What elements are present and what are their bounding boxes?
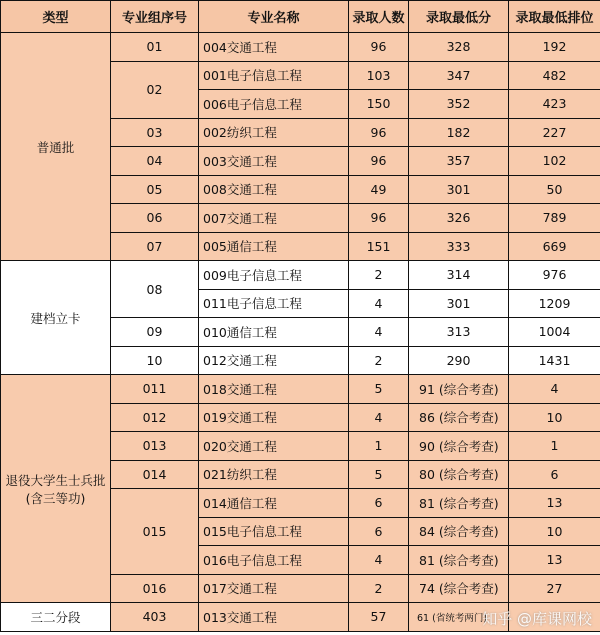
group-cell: 012 (111, 403, 199, 432)
major-cell: 004交通工程 (199, 33, 349, 62)
count-cell: 4 (349, 403, 409, 432)
major-cell: 017交通工程 (199, 574, 349, 603)
group-cell: 013 (111, 432, 199, 461)
watermark: 知乎 @库课网校 (482, 610, 592, 628)
group-cell: 01 (111, 33, 199, 62)
min-score-cell: 90 (综合考查) (409, 432, 509, 461)
header-row (1, 1, 600, 33)
category-label-line1: 退役大学生士兵批 (5, 472, 106, 488)
category-cell: 三二分段 (1, 603, 111, 632)
min-rank-cell: 50 (509, 175, 600, 204)
min-rank-cell: 4 (509, 375, 600, 404)
group-cell: 014 (111, 460, 199, 489)
major-cell: 013交通工程 (199, 603, 349, 632)
group-cell: 07 (111, 232, 199, 261)
category-cell (1, 375, 111, 603)
min-score-cell: 61 (省统考两门) (409, 603, 509, 632)
major-cell: 021纺织工程 (199, 460, 349, 489)
min-score-cell: 80 (综合考查) (409, 460, 509, 489)
min-rank-cell: 102 (509, 147, 600, 176)
min-rank-cell: 669 (509, 232, 600, 261)
group-cell: 09 (111, 318, 199, 347)
min-rank-cell: 13 (509, 546, 600, 575)
group-cell: 403 (111, 603, 199, 632)
count-cell: 151 (349, 232, 409, 261)
major-cell: 005通信工程 (199, 232, 349, 261)
major-cell: 007交通工程 (199, 204, 349, 233)
header-min-rank: 录取最低排位 (509, 1, 600, 33)
count-cell: 5 (349, 375, 409, 404)
count-cell: 57 (349, 603, 409, 632)
count-cell: 5 (349, 460, 409, 489)
major-cell: 018交通工程 (199, 375, 349, 404)
min-rank-cell: 976 (509, 261, 600, 290)
count-cell: 96 (349, 147, 409, 176)
major-cell: 016电子信息工程 (199, 546, 349, 575)
min-score-cell: 84 (综合考查) (409, 517, 509, 546)
major-cell: 011电子信息工程 (199, 289, 349, 318)
count-cell: 1 (349, 432, 409, 461)
min-rank-cell: 10 (509, 517, 600, 546)
category-label-line2: (含三等功) (25, 490, 86, 506)
count-cell: 6 (349, 489, 409, 518)
count-cell: 2 (349, 346, 409, 375)
major-cell: 008交通工程 (199, 175, 349, 204)
header-category: 类型 (1, 1, 111, 33)
min-score-cell: 301 (409, 175, 509, 204)
min-rank-cell: 6 (509, 460, 600, 489)
min-rank-cell: 27 (509, 574, 600, 603)
count-cell: 4 (349, 318, 409, 347)
major-cell: 012交通工程 (199, 346, 349, 375)
min-score-cell: 352 (409, 90, 509, 119)
min-rank-cell: 227 (509, 118, 600, 147)
table-row (1, 375, 600, 404)
group-cell: 10 (111, 346, 199, 375)
count-cell: 96 (349, 33, 409, 62)
min-score-cell: 182 (409, 118, 509, 147)
min-score-cell: 313 (409, 318, 509, 347)
min-score-cell: 91 (综合考查) (409, 375, 509, 404)
min-score-cell: 81 (综合考查) (409, 546, 509, 575)
count-cell: 2 (349, 261, 409, 290)
count-cell: 2 (349, 574, 409, 603)
count-cell: 150 (349, 90, 409, 119)
header-admitted-count: 录取人数 (349, 1, 409, 33)
major-cell: 020交通工程 (199, 432, 349, 461)
major-cell: 006电子信息工程 (199, 90, 349, 119)
group-cell: 015 (111, 489, 199, 575)
min-score-cell: 328 (409, 33, 509, 62)
min-score-cell: 333 (409, 232, 509, 261)
group-cell: 016 (111, 574, 199, 603)
major-cell: 001电子信息工程 (199, 61, 349, 90)
min-rank-cell: 192 (509, 33, 600, 62)
group-cell: 03 (111, 118, 199, 147)
major-cell: 015电子信息工程 (199, 517, 349, 546)
header-min-score: 录取最低分 (409, 1, 509, 33)
min-score-cell: 357 (409, 147, 509, 176)
major-cell: 002纺织工程 (199, 118, 349, 147)
group-cell: 02 (111, 61, 199, 118)
group-cell: 08 (111, 261, 199, 318)
min-score-cell: 347 (409, 61, 509, 90)
count-cell: 49 (349, 175, 409, 204)
major-cell: 019交通工程 (199, 403, 349, 432)
category-cell: 普通批 (1, 33, 111, 261)
major-cell: 014通信工程 (199, 489, 349, 518)
header-major-name: 专业名称 (199, 1, 349, 33)
category-cell: 建档立卡 (1, 261, 111, 375)
table-row (1, 33, 600, 62)
count-cell: 4 (349, 289, 409, 318)
count-cell: 96 (349, 118, 409, 147)
min-score-cell: 314 (409, 261, 509, 290)
min-rank-cell: 1 (509, 432, 600, 461)
min-score-cell: 81 (综合考查) (409, 489, 509, 518)
table-row (1, 261, 600, 290)
min-score-cell: 290 (409, 346, 509, 375)
major-cell: 003交通工程 (199, 147, 349, 176)
min-rank-cell: 789 (509, 204, 600, 233)
min-score-cell: 86 (综合考查) (409, 403, 509, 432)
min-rank-cell: 1431 (509, 346, 600, 375)
min-rank-cell: 10 (509, 403, 600, 432)
min-rank-cell: 13 (509, 489, 600, 518)
min-rank-cell: 1209 (509, 289, 600, 318)
count-cell: 103 (349, 61, 409, 90)
major-cell: 010通信工程 (199, 318, 349, 347)
count-cell: 6 (349, 517, 409, 546)
min-rank-cell: 1004 (509, 318, 600, 347)
min-score-cell: 301 (409, 289, 509, 318)
min-score-cell: 74 (综合考查) (409, 574, 509, 603)
major-cell: 009电子信息工程 (199, 261, 349, 290)
min-score-cell: 326 (409, 204, 509, 233)
group-cell: 011 (111, 375, 199, 404)
min-rank-cell: 423 (509, 90, 600, 119)
group-cell: 06 (111, 204, 199, 233)
group-cell: 05 (111, 175, 199, 204)
count-cell: 96 (349, 204, 409, 233)
header-group-no: 专业组序号 (111, 1, 199, 33)
min-rank-cell: 482 (509, 61, 600, 90)
group-cell: 04 (111, 147, 199, 176)
count-cell: 4 (349, 546, 409, 575)
